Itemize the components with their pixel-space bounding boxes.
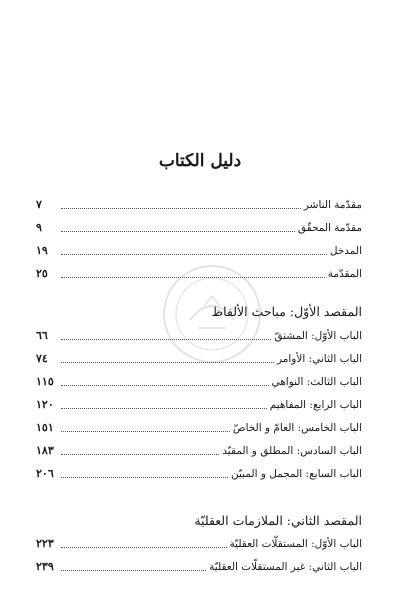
toc-entry-page: ٦٦ — [36, 329, 48, 342]
leader-dots — [61, 253, 327, 255]
toc-entry-page: ٢٢٣ — [36, 537, 54, 550]
section-heading-1: المقصد الأوّل: مباحث الألفاظ — [211, 304, 362, 319]
leader-dots — [61, 430, 230, 432]
leader-dots — [61, 230, 295, 232]
toc-entry[interactable] — [36, 196, 362, 212]
page-title: دليل الكتاب — [158, 151, 242, 171]
toc-entry[interactable] — [36, 465, 362, 481]
toc-entry-label: الباب الثالث: النواهي — [271, 376, 362, 388]
toc-entry-label: المدخل — [329, 245, 362, 257]
toc-entry-label: الباب الأوّل: المستقلّات العقليّة — [229, 538, 362, 550]
toc-entry[interactable] — [36, 558, 362, 574]
leader-dots — [61, 407, 267, 409]
toc-entry-page: ١١٥ — [36, 375, 54, 388]
leader-dots — [61, 207, 301, 209]
leader-dots — [61, 338, 271, 340]
toc-entry-page: ٢٣٩ — [36, 560, 54, 573]
toc-entry-label: مقدّمة الناشر — [303, 199, 362, 211]
toc-entry[interactable] — [36, 419, 362, 435]
toc-entry[interactable] — [36, 396, 362, 412]
toc-entry-label: الباب الرابع: المفاهيم — [269, 399, 362, 411]
toc-entry-page: ٩ — [36, 221, 42, 234]
toc-entry[interactable] — [36, 373, 362, 389]
toc-entry-label: الباب الثاني: الأوامر — [276, 353, 362, 365]
toc-entry-label: الباب السادس: المطلق و المقيّد — [222, 445, 362, 457]
toc-entry-page: ٢٠٦ — [36, 467, 54, 480]
toc-entry[interactable] — [36, 327, 362, 343]
leader-dots — [61, 384, 269, 386]
toc-entry-label: مقدّمة المحقّق — [297, 222, 362, 234]
toc-entry[interactable] — [36, 350, 362, 366]
section-heading-2: المقصد الثاني: الملازمات العقليّة — [194, 513, 362, 528]
toc-entry-page: ١٥١ — [36, 421, 54, 434]
toc-entry-label: الباب السابع: المجمل و المبيّن — [230, 468, 362, 480]
leader-dots — [61, 569, 206, 571]
leader-dots — [61, 476, 228, 478]
toc-entry-label: الباب الأوّل: المشتقّ — [274, 330, 362, 342]
toc-entry-page: ٧ — [36, 198, 42, 211]
toc-entry-page: ٧٤ — [36, 352, 48, 365]
toc-entry[interactable] — [36, 535, 362, 551]
toc-entry-page: ١٨٣ — [36, 444, 54, 457]
toc-entry-label: الباب الخامس: العامّ و الخاصّ — [232, 422, 362, 434]
leader-dots — [61, 361, 274, 363]
toc-entry-page: ١٢٠ — [36, 398, 54, 411]
leader-dots — [61, 546, 227, 548]
toc-entry-page: ٢٥ — [36, 267, 48, 280]
toc-entry-label: الباب الثاني: غير المستقلّات العقليّة — [209, 561, 362, 573]
toc-entry-label: المقدّمة — [327, 268, 362, 280]
toc-entry[interactable] — [36, 442, 362, 458]
toc-entry[interactable] — [36, 242, 362, 258]
toc-entry[interactable] — [36, 219, 362, 235]
leader-dots — [61, 453, 219, 455]
toc-entry-page: ١٩ — [36, 244, 48, 257]
